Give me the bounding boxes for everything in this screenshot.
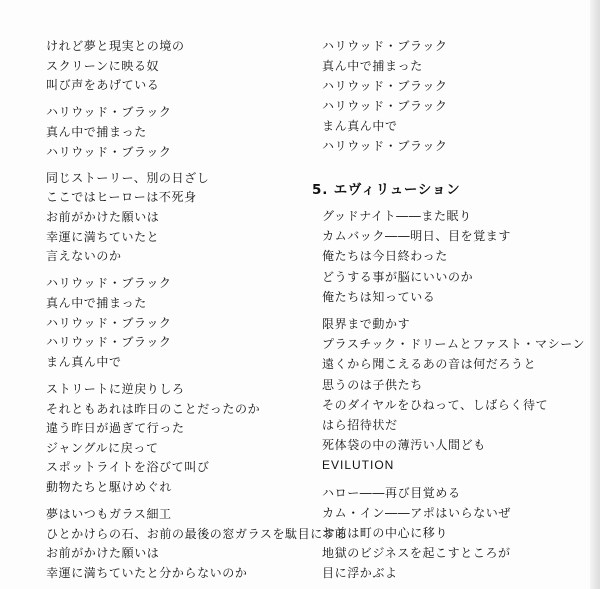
lyric-line: お前がかけた願いは	[46, 209, 160, 224]
lyric-line: スポットライトを浴びて叫び	[46, 460, 210, 475]
lyric-line: 真ん中で捕まった	[46, 295, 147, 310]
lyric-line: 死体袋の中の薄汚い人間ども	[322, 437, 486, 452]
lyric-line: けれど夢と現実との境の	[46, 39, 185, 53]
lyric-line: 真ん中で捕まった	[46, 124, 147, 139]
lyric-line: ハリウッド・ブラック	[46, 315, 172, 330]
section-heading: 5. エヴィリューション	[312, 182, 461, 199]
lyric-line: ここではヒーローは不死身	[46, 190, 197, 205]
lyric-line: 限界まで動かす	[322, 317, 411, 332]
lyric-line: プラスチック・ドリームとファスト・マシーン	[322, 337, 586, 352]
lyric-line: カム・イン――アポはいらないぜ	[322, 505, 512, 520]
lyric-line: 同じストーリー、別の日ざし	[46, 170, 210, 185]
lyric-line: ハリウッド・ブラック	[46, 144, 172, 159]
lyric-line: グッドナイト――また眠り	[322, 209, 472, 224]
lyric-line: カムバック――明日、目を覚ます	[322, 229, 512, 244]
lyric-line: 地獄のビジネスを起こすところが	[322, 545, 511, 560]
lyric-line: ジャングルに戻って	[46, 440, 159, 455]
lyric-line: 俺たちは知っている	[322, 289, 436, 304]
lyric-line: ハロー――再び目覚める	[322, 485, 461, 500]
lyric-line: 言えないのか	[46, 249, 122, 264]
lyric-line: まん真ん中で	[322, 119, 398, 134]
lyric-line: 俺たちは今日終わった	[322, 249, 448, 264]
lyric-line: どうする事が脳にいいのか	[322, 269, 474, 284]
lyric-line: ハリウッド・ブラック	[322, 79, 448, 94]
lyric-line: ハリウッド・ブラック	[322, 139, 448, 154]
lyric-line: 目に浮かぶよ	[322, 566, 398, 580]
lyric-line: 夢はいつもガラス細工	[46, 507, 172, 522]
lyric-line: 思うのは子供たち	[322, 377, 423, 392]
lyric-line: ハリウッド・ブラック	[322, 99, 448, 114]
lyric-line: ひとかけらの石、お前の最後の窓ガラスを駄目にする	[46, 526, 349, 541]
lyric-line: ストリートに逆戻りしろ	[46, 381, 185, 396]
lyric-line: 叫び声をあげている	[46, 78, 160, 93]
lyric-line: 真ん中で捕まった	[322, 59, 423, 74]
lyric-line: 幸運に満ちていたと分からないのか	[46, 566, 248, 580]
lyric-line: ハリウッド・ブラック	[322, 39, 448, 53]
lyric-line: お前がかけた願いは	[46, 546, 160, 561]
lyric-line: ハリウッド・ブラック	[46, 276, 172, 291]
lyric-line: ハリウッド・ブラック	[46, 105, 172, 120]
page-edge-shadow	[590, 0, 600, 589]
lyric-line: そのダイヤルをひねって、しばらく待て	[322, 397, 549, 412]
lyric-line: それともあれは昨日のことだったのか	[46, 401, 261, 416]
lyric-line: 遠くから聞こえるあの音は何だろうと	[322, 357, 537, 372]
lyric-line: 違う昨日が過ぎて行った	[46, 421, 185, 436]
lyric-line: 動物たちと駆けめぐれ	[46, 480, 173, 495]
lyric-line: お前は町の中心に移り	[322, 525, 449, 540]
lyric-line: スクリーンに映る奴	[46, 58, 160, 73]
lyric-line: まん真ん中で	[46, 354, 122, 369]
lyric-line: はら招待状だ	[322, 417, 398, 432]
lyric-line: EVILUTION	[322, 457, 395, 472]
lyric-line: ハリウッド・ブラック	[46, 335, 172, 350]
lyric-line: 幸運に満ちていたと	[46, 229, 160, 244]
